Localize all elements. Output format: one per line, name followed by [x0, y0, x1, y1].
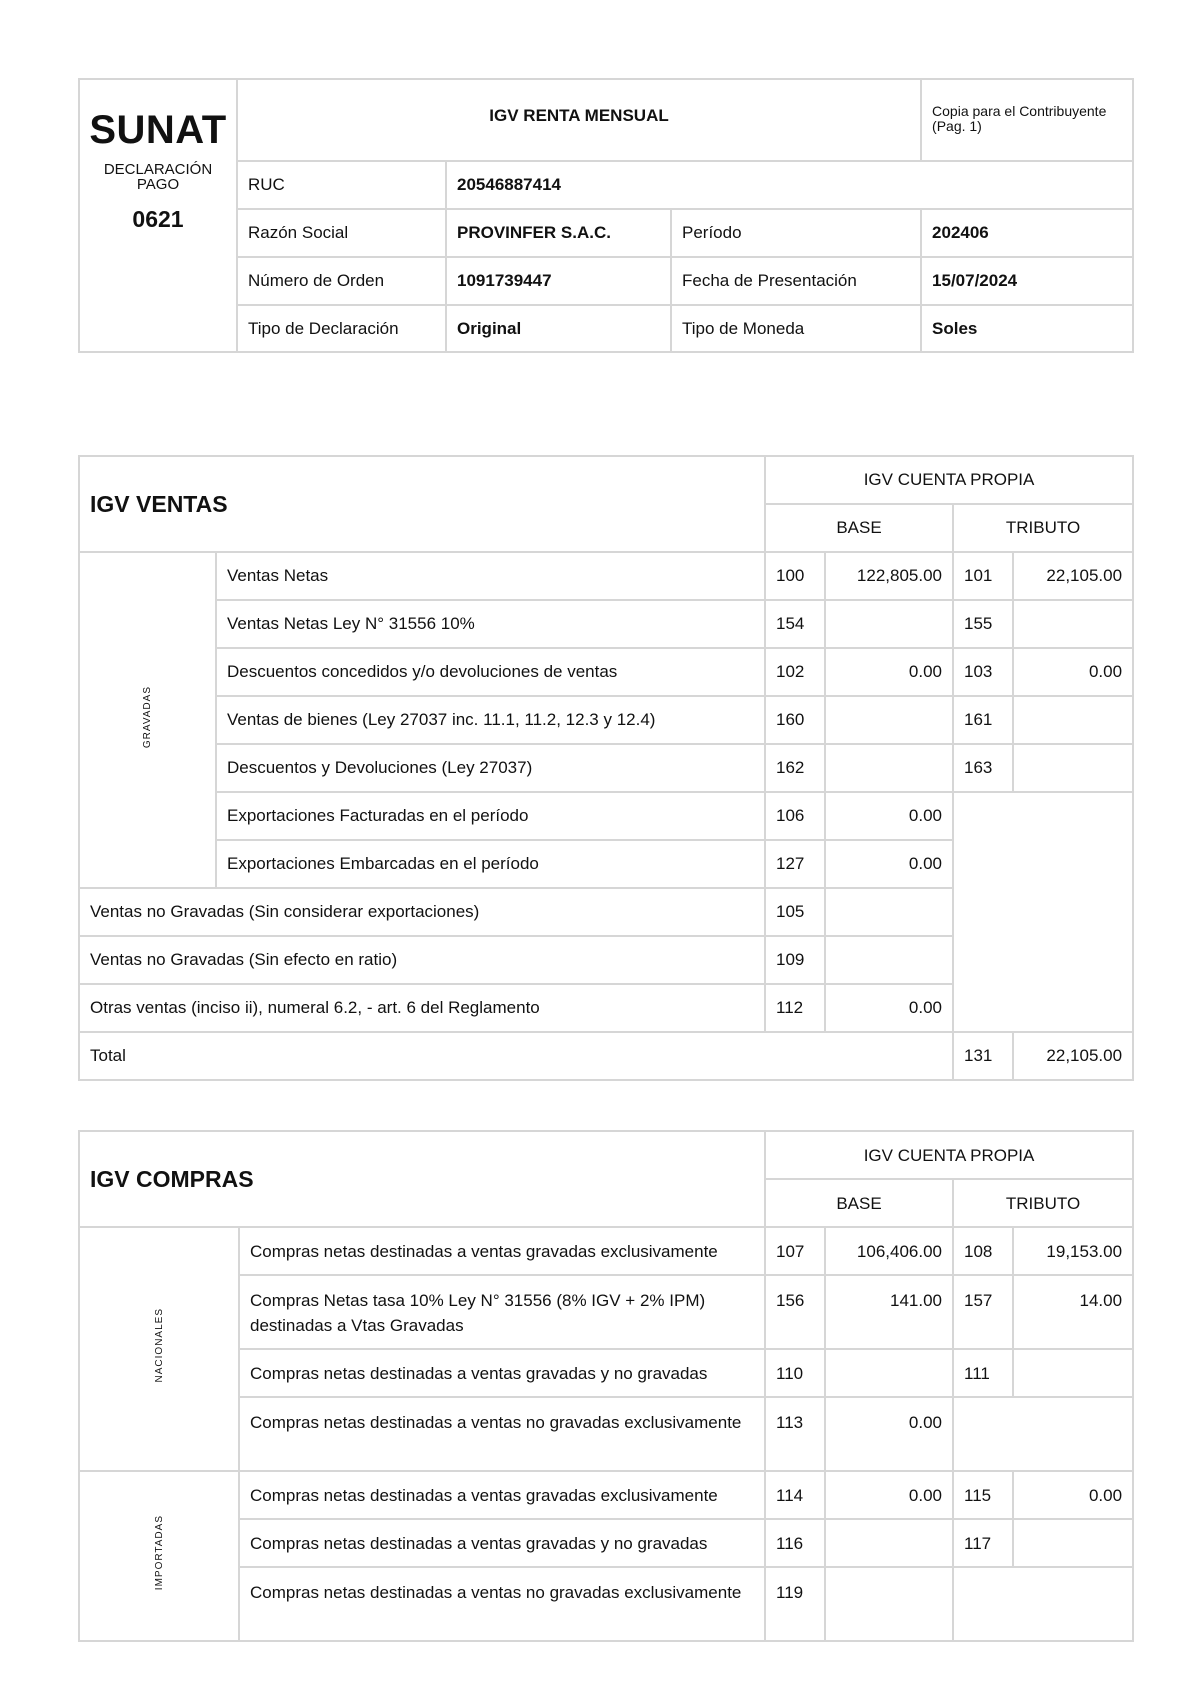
- table-row: [79, 1471, 1133, 1519]
- importadas-label: IMPORTADAS: [153, 1514, 165, 1591]
- declaration-label: DECLARACIÓN PAGO: [103, 161, 213, 193]
- tributo-amount: 14.00: [1013, 1275, 1133, 1349]
- tributo-code: 157: [953, 1275, 1013, 1349]
- table-row: [79, 792, 1133, 840]
- base-code: 113: [765, 1397, 825, 1471]
- gravadas-group-cell: [79, 552, 216, 888]
- importadas-group-cell: [79, 1471, 239, 1641]
- base-amount: 0.00: [825, 792, 953, 840]
- row-label: Ventas no Gravadas (Sin efecto en ratio): [79, 936, 765, 984]
- tributo-amount: 22,105.00: [1013, 552, 1133, 600]
- tributo-amount: 0.00: [1013, 648, 1133, 696]
- table-row: [79, 696, 1133, 744]
- ruc-label: RUC: [237, 161, 446, 209]
- row-label: Compras netas destinadas a ventas gravadas y no gravadas: [239, 1519, 765, 1567]
- base-code: 107: [765, 1227, 825, 1275]
- orden-value: 1091739447: [446, 257, 671, 305]
- document-title: IGV RENTA MENSUAL: [237, 79, 921, 161]
- fecha-label: Fecha de Presentación: [671, 257, 921, 305]
- nacionales-label: NACIONALES: [153, 1308, 165, 1383]
- row-label: Compras netas destinadas a ventas no gravadas exclusivamente: [239, 1397, 765, 1471]
- base-code: 102: [765, 648, 825, 696]
- nacionales-group-cell: [79, 1227, 239, 1471]
- igv-compras-table: [78, 1130, 1134, 1642]
- ventas-tributo-header: TRIBUTO: [953, 504, 1133, 552]
- table-row: [79, 648, 1133, 696]
- row-label: Ventas Netas Ley N° 31556 10%: [216, 600, 765, 648]
- base-amount: [825, 936, 953, 984]
- row-label: Exportaciones Facturadas en el período: [216, 792, 765, 840]
- total-label: Total: [79, 1032, 953, 1080]
- base-code: 106: [765, 792, 825, 840]
- base-amount: [825, 1567, 953, 1641]
- base-amount: [825, 744, 953, 792]
- moneda-label: Tipo de Moneda: [671, 305, 921, 352]
- sunat-logo: SUNAT: [89, 108, 227, 152]
- tributo-amount: 19,153.00: [1013, 1227, 1133, 1275]
- tributo-code: 163: [953, 744, 1013, 792]
- compras-base-header: BASE: [765, 1179, 953, 1227]
- tributo-code: 161: [953, 696, 1013, 744]
- base-code: 127: [765, 840, 825, 888]
- base-code: 119: [765, 1567, 825, 1641]
- ruc-value: 20546887414: [446, 161, 1133, 209]
- base-amount: [825, 600, 953, 648]
- tributo-code: 101: [953, 552, 1013, 600]
- row-label: Otras ventas (inciso ii), numeral 6.2, - art. 6 del Reglamento: [79, 984, 765, 1032]
- base-code: 105: [765, 888, 825, 936]
- total-row: [79, 1032, 1133, 1080]
- base-amount: 0.00: [825, 984, 953, 1032]
- base-amount: [825, 888, 953, 936]
- empty-tributo-cell: [953, 1567, 1133, 1641]
- table-row: [79, 600, 1133, 648]
- base-amount: 106,406.00: [825, 1227, 953, 1275]
- base-code: 156: [765, 1275, 825, 1349]
- row-label: Ventas no Gravadas (Sin considerar exportaciones): [79, 888, 765, 936]
- periodo-label: Período: [671, 209, 921, 257]
- tipo-declaracion-label: Tipo de Declaración: [237, 305, 446, 352]
- table-row: [79, 744, 1133, 792]
- total-code: 131: [953, 1032, 1013, 1080]
- logo-cell: [79, 79, 237, 352]
- razon-social-label: Razón Social: [237, 209, 446, 257]
- base-code: 109: [765, 936, 825, 984]
- total-amount: 22,105.00: [1013, 1032, 1133, 1080]
- igv-ventas-table: [78, 455, 1134, 1081]
- row-label: Descuentos concedidos y/o devoluciones de ventas: [216, 648, 765, 696]
- tributo-amount: [1013, 1349, 1133, 1397]
- tributo-amount: [1013, 600, 1133, 648]
- tributo-amount: [1013, 1519, 1133, 1567]
- table-row: [79, 1227, 1133, 1275]
- row-label: Compras netas destinadas a ventas gravadas exclusivamente: [239, 1471, 765, 1519]
- ventas-base-header: BASE: [765, 504, 953, 552]
- tributo-code: 115: [953, 1471, 1013, 1519]
- base-amount: [825, 696, 953, 744]
- razon-social-value: PROVINFER S.A.C.: [446, 209, 671, 257]
- tributo-code: 108: [953, 1227, 1013, 1275]
- tributo-amount: 0.00: [1013, 1471, 1133, 1519]
- ventas-group-header: IGV CUENTA PROPIA: [765, 456, 1133, 504]
- base-code: 100: [765, 552, 825, 600]
- ventas-section-title: IGV VENTAS: [79, 456, 765, 552]
- base-code: 110: [765, 1349, 825, 1397]
- base-amount: [825, 1519, 953, 1567]
- base-amount: 0.00: [825, 648, 953, 696]
- row-label: Compras netas destinadas a ventas gravadas y no gravadas: [239, 1349, 765, 1397]
- row-label: Compras netas destinadas a ventas no gravadas exclusivamente: [239, 1567, 765, 1641]
- moneda-value: Soles: [921, 305, 1133, 352]
- base-code: 160: [765, 696, 825, 744]
- base-code: 154: [765, 600, 825, 648]
- base-code: 114: [765, 1471, 825, 1519]
- gravadas-label: GRAVADAS: [142, 686, 153, 749]
- tributo-code: 155: [953, 600, 1013, 648]
- tributo-code: 103: [953, 648, 1013, 696]
- tributo-amount: [1013, 696, 1133, 744]
- tributo-code: 117: [953, 1519, 1013, 1567]
- base-amount: [825, 1349, 953, 1397]
- base-amount: 0.00: [825, 840, 953, 888]
- row-label: Ventas Netas: [216, 552, 765, 600]
- compras-tributo-header: TRIBUTO: [953, 1179, 1133, 1227]
- row-label: Exportaciones Embarcadas en el período: [216, 840, 765, 888]
- empty-tributo-cell: [953, 1397, 1133, 1471]
- fecha-value: 15/07/2024: [921, 257, 1133, 305]
- row-label: Compras netas destinadas a ventas gravadas exclusivamente: [239, 1227, 765, 1275]
- copy-note: Copia para el Contribuyente (Pag. 1): [921, 79, 1133, 161]
- form-number: 0621: [132, 206, 184, 232]
- base-amount: 141.00: [825, 1275, 953, 1349]
- row-label: Compras Netas tasa 10% Ley N° 31556 (8% IGV + 2% IPM) destinadas a Vtas Gravadas: [239, 1275, 765, 1349]
- base-amount: 0.00: [825, 1471, 953, 1519]
- base-amount: 0.00: [825, 1397, 953, 1471]
- compras-section-title: IGV COMPRAS: [79, 1131, 765, 1227]
- base-code: 162: [765, 744, 825, 792]
- row-label: Ventas de bienes (Ley 27037 inc. 11.1, 11.2, 12.3 y 12.4): [216, 696, 765, 744]
- base-amount: 122,805.00: [825, 552, 953, 600]
- row-label: Descuentos y Devoluciones (Ley 27037): [216, 744, 765, 792]
- tipo-declaracion-value: Original: [446, 305, 671, 352]
- declaration-header-table: [78, 78, 1134, 353]
- tributo-amount: [1013, 744, 1133, 792]
- empty-tributo-block: [953, 792, 1133, 1032]
- tributo-code: 111: [953, 1349, 1013, 1397]
- periodo-value: 202406: [921, 209, 1133, 257]
- table-row: [79, 552, 1133, 600]
- orden-label: Número de Orden: [237, 257, 446, 305]
- base-code: 112: [765, 984, 825, 1032]
- compras-group-header: IGV CUENTA PROPIA: [765, 1131, 1133, 1179]
- base-code: 116: [765, 1519, 825, 1567]
